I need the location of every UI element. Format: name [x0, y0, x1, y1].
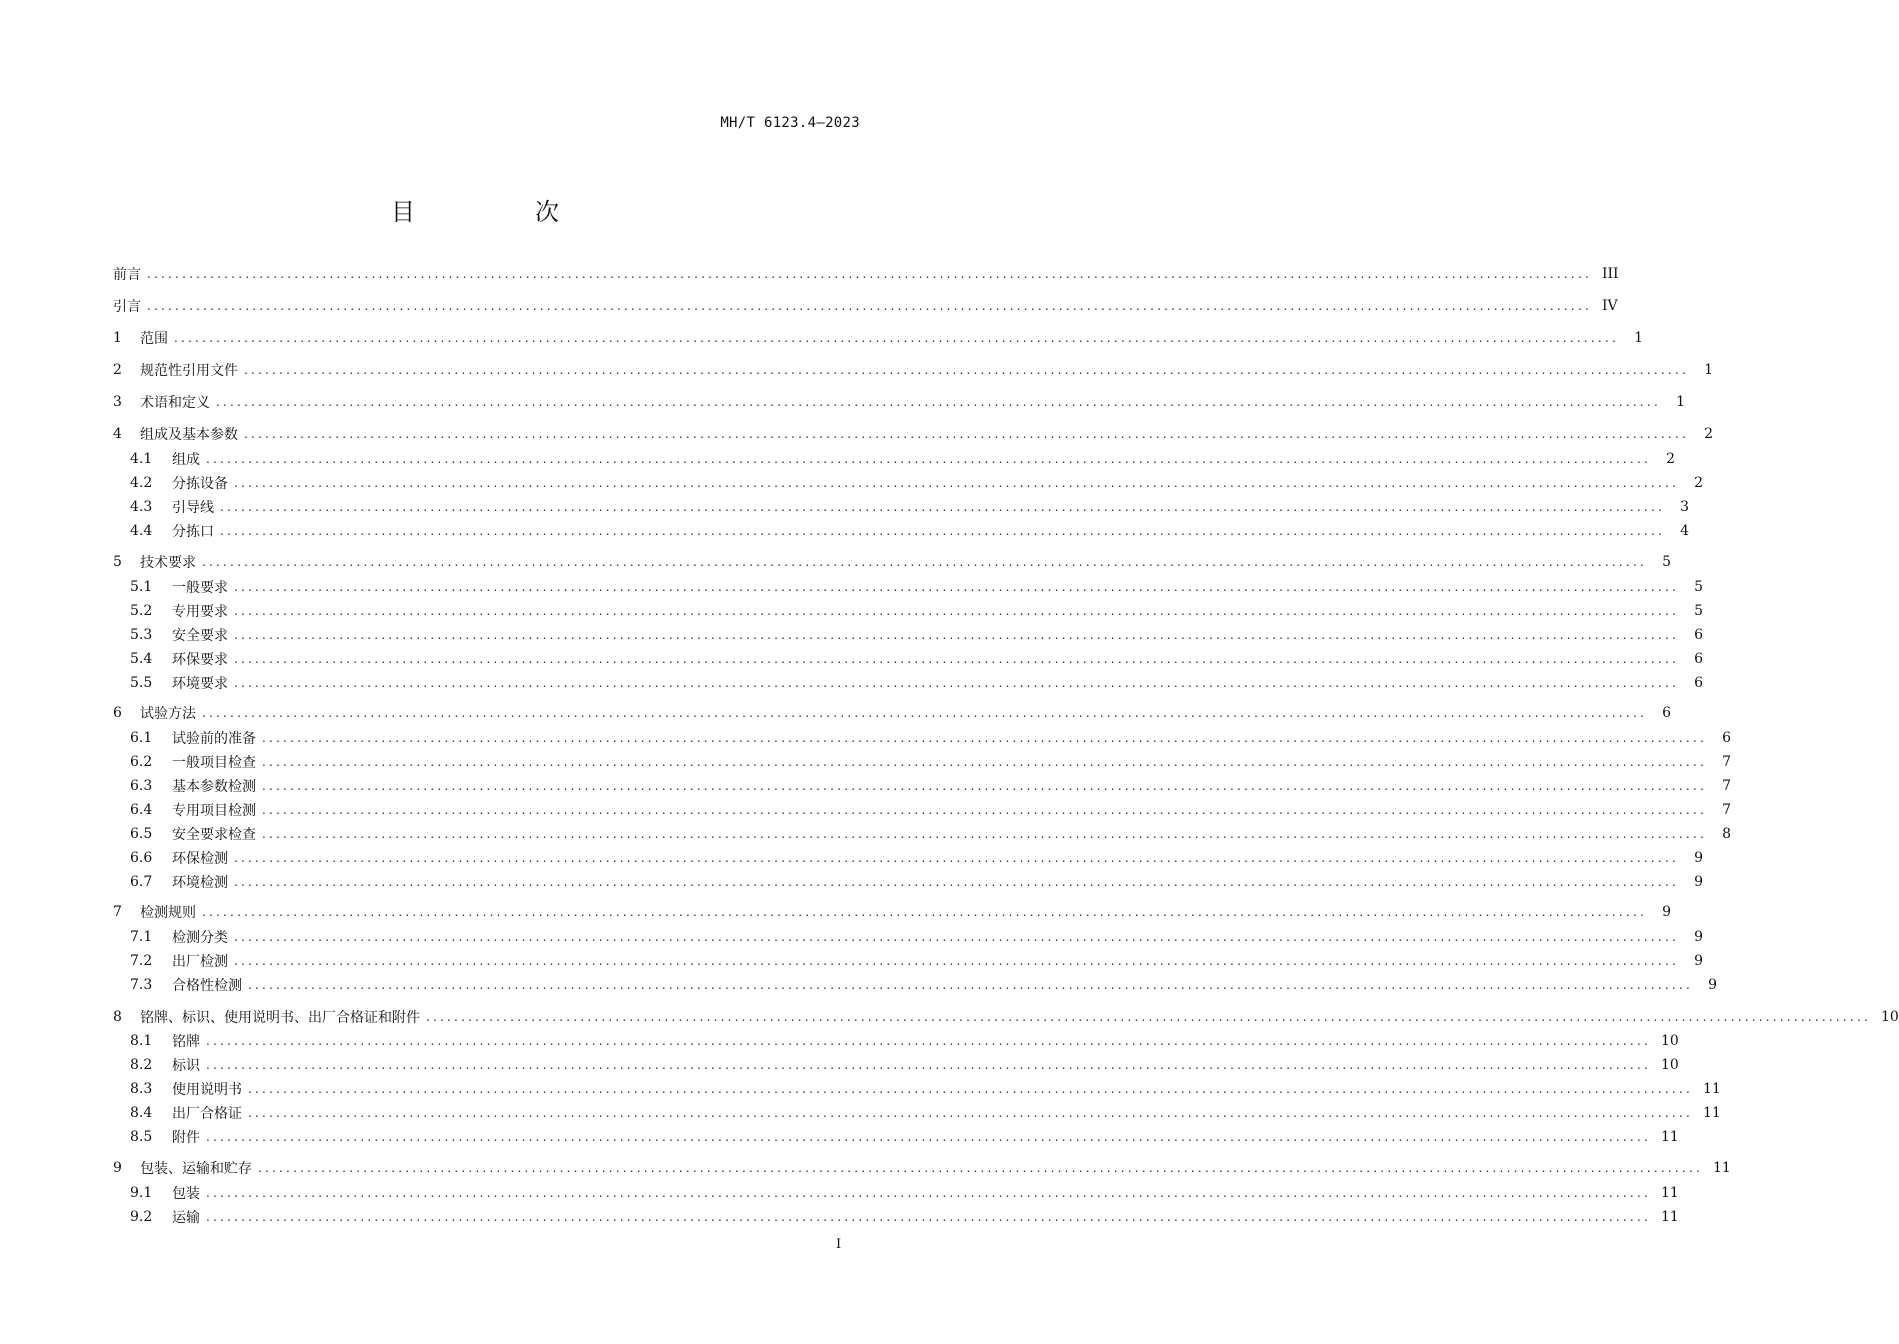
toc-entry[interactable] — [130, 649, 1703, 669]
toc-entry-page: 10 — [1880, 1009, 1899, 1025]
toc-entry-number: 7.3 — [130, 977, 153, 993]
toc-entry-page: 11 — [1660, 1129, 1679, 1145]
toc-entry[interactable] — [113, 552, 1671, 572]
toc-entry[interactable] — [113, 902, 1671, 922]
toc-entry-page: 5 — [1694, 603, 1703, 619]
toc-entry-page: 4 — [1680, 523, 1689, 539]
toc-entry-label: 安全要求 — [172, 628, 228, 644]
toc-leader-dots: .............................................................................................................................................................................................................. — [206, 1186, 1651, 1200]
toc-entry-label: 试验前的准备 — [172, 731, 256, 747]
toc-entry[interactable] — [130, 800, 1731, 820]
toc-leader-dots: .............................................................................................................................................................................................................. — [174, 331, 1619, 345]
toc-entry[interactable] — [130, 497, 1689, 517]
toc-entry-page: 5 — [1662, 554, 1671, 570]
toc-entry-label: 包装、运输和贮存 — [140, 1161, 252, 1177]
toc-entry-number: 5.1 — [130, 579, 153, 595]
toc-entry-label: 规范性引用文件 — [140, 363, 238, 379]
toc-entry-page: 2 — [1704, 426, 1713, 442]
toc-leader-dots: .............................................................................................................................................................................................................. — [262, 755, 1707, 769]
toc-entry-page: 11 — [1712, 1160, 1731, 1176]
toc-entry[interactable] — [130, 1127, 1679, 1147]
toc-leader-dots: .............................................................................................................................................................................................................. — [234, 676, 1679, 690]
toc-entry[interactable] — [130, 872, 1703, 892]
toc-leader-dots: .............................................................................................................................................................................................................. — [244, 363, 1689, 377]
toc-entry[interactable] — [113, 1158, 1731, 1178]
toc-leader-dots: .............................................................................................................................................................................................................. — [202, 555, 1647, 569]
toc-leader-dots: .............................................................................................................................................................................................................. — [234, 604, 1679, 618]
toc-leader-dots: .............................................................................................................................................................................................................. — [234, 930, 1679, 944]
toc-entry-page: 10 — [1660, 1057, 1679, 1073]
toc-entry-number: 9.1 — [130, 1185, 153, 1201]
toc-entry[interactable] — [130, 521, 1689, 541]
toc-entry-number: 7.2 — [130, 953, 153, 969]
toc-entry-page: 1 — [1676, 394, 1685, 410]
toc-entry[interactable] — [130, 1055, 1679, 1075]
toc-leader-dots: .............................................................................................................................................................................................................. — [262, 827, 1707, 841]
toc-entry-number: 6.7 — [130, 874, 153, 890]
toc-entry-label: 环境检测 — [172, 875, 228, 891]
toc-entry-page: 9 — [1694, 929, 1703, 945]
toc-entry-number: 4.4 — [130, 523, 153, 539]
toc-entry-number: 6.6 — [130, 850, 153, 866]
toc-leader-dots: .............................................................................................................................................................................................................. — [234, 954, 1679, 968]
toc-entry-number: 4.3 — [130, 499, 153, 515]
toc-entry-number: 6.2 — [130, 754, 153, 770]
toc-leader-dots: .............................................................................................................................................................................................................. — [216, 395, 1661, 409]
toc-entry-number: 1 — [113, 330, 122, 346]
toc-entry-page: 11 — [1660, 1185, 1679, 1201]
toc-entry-label: 铭牌、标识、使用说明书、出厂合格证和附件 — [140, 1010, 420, 1026]
toc-leader-dots: .............................................................................................................................................................................................................. — [202, 905, 1647, 919]
toc-entry-page: 6 — [1694, 627, 1703, 643]
toc-entry-label: 一般要求 — [172, 580, 228, 596]
toc-entry-label: 组成 — [172, 452, 200, 468]
toc-entry-number: 8 — [113, 1009, 122, 1025]
toc-leader-dots: .............................................................................................................................................................................................................. — [147, 267, 1592, 281]
toc-entry[interactable] — [130, 473, 1703, 493]
toc-entry-page: 9 — [1694, 953, 1703, 969]
toc-entry-page: 7 — [1722, 802, 1731, 818]
toc-leader-dots: .............................................................................................................................................................................................................. — [234, 580, 1679, 594]
toc-entry[interactable] — [113, 264, 1619, 284]
toc-entry-label: 分拣设备 — [172, 476, 228, 492]
toc-entry-page: III — [1601, 266, 1619, 282]
toc-entry-label: 标识 — [172, 1058, 200, 1074]
toc-entry[interactable] — [130, 752, 1731, 772]
toc-entry-label: 范围 — [140, 331, 168, 347]
toc-entry-label: 安全要求检查 — [172, 827, 256, 843]
toc-entry-page: 3 — [1680, 499, 1689, 515]
toc-entry[interactable] — [130, 1183, 1679, 1203]
toc-entry-label: 出厂合格证 — [172, 1106, 242, 1122]
toc-entry-number: 9.2 — [130, 1209, 153, 1225]
toc-leader-dots: .............................................................................................................................................................................................................. — [234, 476, 1679, 490]
toc-leader-dots: .............................................................................................................................................................................................................. — [206, 1034, 1651, 1048]
toc-entry-number: 7 — [113, 904, 122, 920]
toc-entry[interactable] — [113, 424, 1713, 444]
toc-entry[interactable] — [130, 625, 1703, 645]
toc-entry-page: 6 — [1722, 730, 1731, 746]
toc-entry[interactable] — [130, 824, 1731, 844]
toc-leader-dots: .............................................................................................................................................................................................................. — [206, 1130, 1651, 1144]
toc-entry-label: 附件 — [172, 1130, 200, 1146]
toc-entry-page: 10 — [1660, 1033, 1679, 1049]
toc-entry-label: 运输 — [172, 1210, 200, 1226]
toc-leader-dots: .............................................................................................................................................................................................................. — [262, 803, 1707, 817]
toc-leader-dots: .............................................................................................................................................................................................................. — [248, 1106, 1693, 1120]
toc-entry[interactable] — [130, 728, 1731, 748]
toc-entry[interactable] — [130, 1103, 1721, 1123]
toc-entry-page: 1 — [1634, 330, 1643, 346]
toc-leader-dots: .............................................................................................................................................................................................................. — [206, 1210, 1651, 1224]
toc-entry-number: 6.5 — [130, 826, 153, 842]
toc-entry-page: 2 — [1666, 451, 1675, 467]
toc-entry-label: 环境要求 — [172, 676, 228, 692]
toc-entry-label: 专用项目检测 — [172, 803, 256, 819]
toc-entry-number: 4.1 — [130, 451, 153, 467]
toc-entry-page: 9 — [1662, 904, 1671, 920]
toc-entry-number: 8.4 — [130, 1105, 153, 1121]
toc-entry-page: 11 — [1660, 1209, 1679, 1225]
toc-entry-number: 8.1 — [130, 1033, 153, 1049]
toc-entry-page: 7 — [1722, 778, 1731, 794]
toc-entry[interactable] — [113, 1007, 1899, 1027]
toc-entry-page: 7 — [1722, 754, 1731, 770]
toc-leader-dots: .............................................................................................................................................................................................................. — [234, 652, 1679, 666]
toc-leader-dots: .............................................................................................................................................................................................................. — [426, 1010, 1871, 1024]
toc-entry-page: IV — [1601, 298, 1618, 314]
toc-entry-label: 组成及基本参数 — [140, 427, 238, 443]
toc-entry-page: 11 — [1702, 1105, 1721, 1121]
toc-entry-label: 环保要求 — [172, 652, 228, 668]
toc-entry-page: 9 — [1694, 850, 1703, 866]
toc-entry[interactable] — [130, 848, 1703, 868]
toc-entry-label: 检测规则 — [140, 905, 196, 921]
toc-entry-number: 4 — [113, 426, 122, 442]
toc-entry[interactable] — [130, 449, 1675, 469]
toc-entry[interactable] — [130, 673, 1703, 693]
page-title: 目 次 — [391, 198, 607, 226]
toc-leader-dots: .............................................................................................................................................................................................................. — [220, 500, 1665, 514]
toc-leader-dots: .............................................................................................................................................................................................................. — [234, 875, 1679, 889]
toc-entry-number: 9 — [113, 1160, 122, 1176]
toc-entry[interactable] — [130, 1207, 1679, 1227]
toc-entry-number: 5 — [113, 554, 122, 570]
toc-entry[interactable] — [130, 951, 1703, 971]
toc-leader-dots: .............................................................................................................................................................................................................. — [262, 779, 1707, 793]
toc-entry-label: 使用说明书 — [172, 1082, 242, 1098]
toc-entry[interactable] — [130, 577, 1703, 597]
toc-entry[interactable] — [130, 1079, 1721, 1099]
toc-entry-page: 9 — [1694, 874, 1703, 890]
toc-entry-number: 7.1 — [130, 929, 153, 945]
toc-entry-label: 前言 — [113, 267, 141, 283]
toc-entry-label: 环保检测 — [172, 851, 228, 867]
toc-leader-dots: .............................................................................................................................................................................................................. — [206, 1058, 1651, 1072]
standard-code: MH/T 6123.4—2023 — [720, 115, 860, 131]
toc-entry-label: 合格性检测 — [172, 978, 242, 994]
toc-entry-label: 引言 — [113, 299, 141, 315]
toc-entry[interactable] — [130, 975, 1717, 995]
toc-leader-dots: .............................................................................................................................................................................................................. — [262, 731, 1707, 745]
toc-entry-page: 6 — [1662, 705, 1671, 721]
toc-entry-number: 4.2 — [130, 475, 153, 491]
toc-entry-number: 6.1 — [130, 730, 153, 746]
toc-entry[interactable] — [130, 601, 1703, 621]
toc-entry-page: 11 — [1702, 1081, 1721, 1097]
toc-leader-dots: .............................................................................................................................................................................................................. — [202, 706, 1647, 720]
toc-leader-dots: .............................................................................................................................................................................................................. — [234, 851, 1679, 865]
toc-entry-page: 5 — [1694, 579, 1703, 595]
toc-entry-number: 8.5 — [130, 1129, 153, 1145]
toc-entry-number: 6.4 — [130, 802, 153, 818]
toc-entry-label: 一般项目检查 — [172, 755, 256, 771]
toc-leader-dots: .............................................................................................................................................................................................................. — [220, 524, 1665, 538]
toc-entry-number: 5.5 — [130, 675, 153, 691]
toc-entry[interactable] — [130, 927, 1703, 947]
toc-entry-number: 3 — [113, 394, 122, 410]
toc-entry-label: 出厂检测 — [172, 954, 228, 970]
toc-entry-page: 6 — [1694, 675, 1703, 691]
toc-leader-dots: .............................................................................................................................................................................................................. — [234, 628, 1679, 642]
toc-entry-label: 包装 — [172, 1186, 200, 1202]
toc-entry-number: 5.2 — [130, 603, 153, 619]
toc-entry-label: 术语和定义 — [140, 395, 210, 411]
toc-entry-label: 检测分类 — [172, 930, 228, 946]
toc-entry-number: 6 — [113, 705, 122, 721]
toc-entry-page: 1 — [1704, 362, 1713, 378]
toc-entry[interactable] — [130, 1031, 1679, 1051]
toc-entry-number: 5.4 — [130, 651, 153, 667]
toc-leader-dots: .............................................................................................................................................................................................................. — [258, 1161, 1703, 1175]
toc-leader-dots: .............................................................................................................................................................................................................. — [248, 1082, 1693, 1096]
toc-leader-dots: .............................................................................................................................................................................................................. — [147, 299, 1592, 313]
toc-entry-label: 专用要求 — [172, 604, 228, 620]
toc-entry-label: 技术要求 — [140, 555, 196, 571]
toc-leader-dots: .............................................................................................................................................................................................................. — [206, 452, 1651, 466]
toc-entry[interactable] — [113, 296, 1618, 316]
toc-entry-page: 9 — [1708, 977, 1717, 993]
toc-entry[interactable] — [113, 328, 1643, 348]
toc-entry-label: 基本参数检测 — [172, 779, 256, 795]
toc-leader-dots: .............................................................................................................................................................................................................. — [248, 978, 1693, 992]
page-number: I — [836, 1237, 842, 1252]
toc-entry-number: 6.3 — [130, 778, 153, 794]
toc-entry[interactable] — [113, 360, 1713, 380]
toc-entry-label: 分拣口 — [172, 524, 214, 540]
toc-entry-number: 2 — [113, 362, 122, 378]
toc-entry-page: 2 — [1694, 475, 1703, 491]
toc-entry-number: 8.3 — [130, 1081, 153, 1097]
toc-leader-dots: .............................................................................................................................................................................................................. — [244, 427, 1689, 441]
toc-entry-label: 引导线 — [172, 500, 214, 516]
toc-entry[interactable] — [130, 776, 1731, 796]
toc-entry-label: 试验方法 — [140, 706, 196, 722]
toc-entry[interactable] — [113, 392, 1685, 412]
toc-entry-number: 5.3 — [130, 627, 153, 643]
toc-entry-label: 铭牌 — [172, 1034, 200, 1050]
toc-entry-number: 8.2 — [130, 1057, 153, 1073]
toc-entry-page: 6 — [1694, 651, 1703, 667]
toc-entry-page: 8 — [1722, 826, 1731, 842]
toc-entry[interactable] — [113, 703, 1671, 723]
